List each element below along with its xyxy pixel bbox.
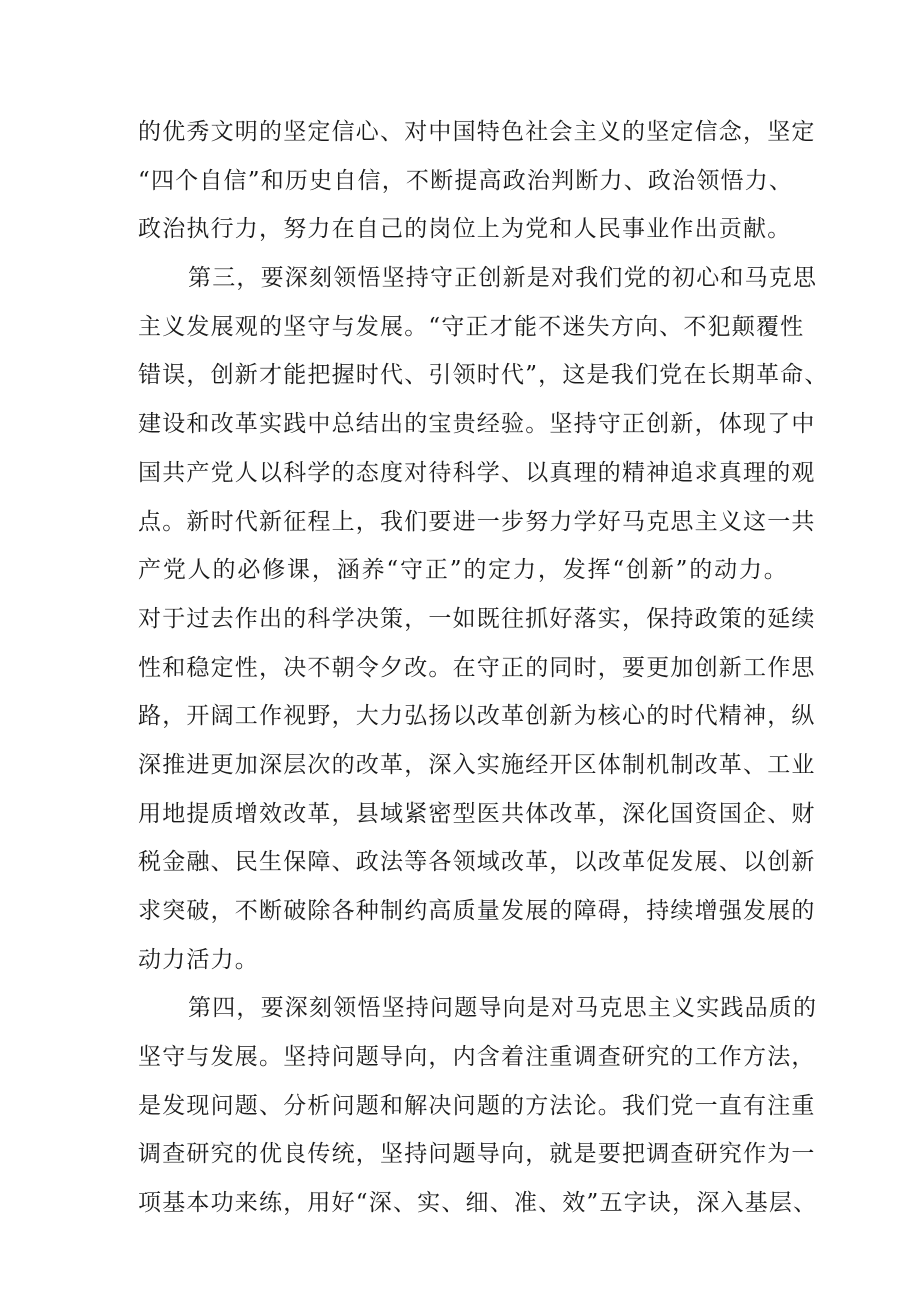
text-line: 主义发展观的坚守与发展。“守正才能不迷失方向、不犯颠覆性 (138, 313, 805, 340)
document-body (138, 108, 829, 1228)
text-line: 建设和改革实践中总结出的宝贵经验。坚持守正创新，体现了中 (138, 411, 816, 438)
text-line: 的优秀文明的坚定信心、对中国特色社会主义的坚定信念，坚定 (138, 119, 816, 145)
text-line: 第三，要深刻领悟坚持守正创新是对我们党的初心和马克思 (188, 265, 818, 292)
text-line: 产党人的必修课，涵养“守正”的定力，发挥“创新”的动力。 (138, 557, 788, 584)
text-line: 性和稳定性，决不朝令夕改。在守正的同时，要更加创新工作思 (138, 654, 816, 681)
text-line: 对于过去作出的科学决策，一如既往抓好落实，保持政策的延续 (138, 605, 816, 632)
text-line: 用地提质增效改革，县域紧密型医共体改革，深化国资国企、财 (138, 800, 816, 827)
text-line: 点。新时代新征程上，我们要进一步努力学好马克思主义这一共 (138, 508, 816, 535)
text-line: 政治执行力，努力在自己的岗位上为党和人民事业作出贡献。 (138, 216, 792, 243)
text-line: 调查研究的优良传统，坚持问题导向，就是要把调查研究作为一 (138, 1141, 816, 1168)
paragraph-3 (138, 984, 818, 1227)
text-line: 坚守与发展。坚持问题导向，内含着注重调查研究的工作方法， (138, 1044, 816, 1071)
text-line: 第四，要深刻领悟坚持问题导向是对马克思主义实践品质的 (188, 995, 818, 1022)
paragraph-2 (138, 254, 829, 984)
text-line: 动力活力。 (138, 946, 259, 973)
text-line: 路，开阔工作视野，大力弘扬以改革创新为核心的时代精神，纵 (138, 703, 816, 730)
text-line: “四个自信”和历史自信，不断提高政治判断力、政治领悟力、 (138, 167, 794, 194)
text-line: 国共产党人以科学的态度对待科学、以真理的精神追求真理的观 (138, 459, 816, 486)
text-line: 税金融、民生保障、政法等各领域改革，以改革促发展、以创新 (138, 849, 816, 876)
text-line: 错误，创新才能把握时代、引领时代”，这是我们党在长期革命、 (138, 362, 829, 389)
text-line: 是发现问题、分析问题和解决问题的方法论。我们党一直有注重 (138, 1092, 816, 1119)
paragraph-1 (138, 108, 816, 254)
text-line: 求突破，不断破除各种制约高质量发展的障碍，持续增强发展的 (138, 898, 816, 924)
text-line: 项基本功来练，用好“深、实、细、准、效”五字诀，深入基层、 (138, 1190, 818, 1217)
text-line: 深推进更加深层次的改革，深入实施经开区体制机制改革、工业 (138, 751, 816, 778)
